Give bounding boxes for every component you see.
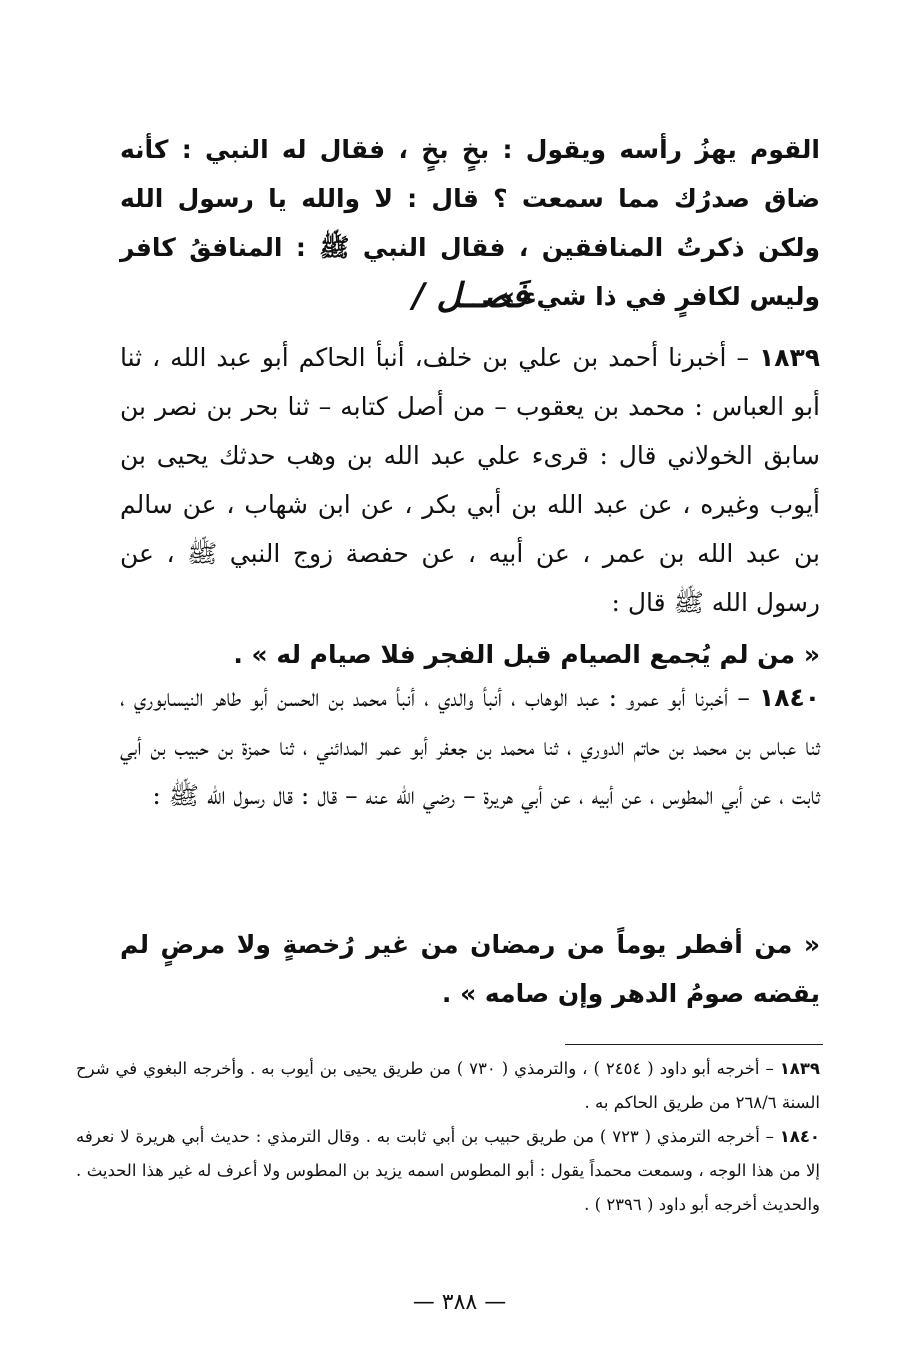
hadith-isnad: – أخبرنا أحمد بن علي بن خلف، أنبأ الحاكم أبو عبد الله ، ثنا أبو العباس : محمد بن يعقوب – من أصل كتابه – ثنا بحر بن نصر بن سابق الخولاني قال : قرىء علي عبد الله بن وهب حدثك يحيى بن أيوب وغيره ، عن عبد الله بن أبي بكر ، عن ابن شهاب ، عن سالم بن عبد الله بن عمر ، عن أبيه ، عن حفصة زوج النبي ﷺ ، عن رسول الله ﷺ قال : [120,343,820,617]
hadith-1840-paragraph [120,673,820,820]
hadith-quote: « من لم يُجمع الصيام قبل الفجر فلا صيام له » . [233,640,820,669]
hadith-1839-paragraph [120,333,820,627]
footnote-1839 [76,1052,820,1120]
hadith-number: ١٨٤٠ [758,683,821,712]
footnotes [76,1052,820,1222]
hadith-quote: « من أفطر يوماً من رمضان من غير رُخصةٍ ولا مرضٍ لم يقضه صومُ الدهر وإن صامه » . [120,930,820,1008]
hadith-1840-quote-block [120,920,820,1018]
intro-text: القوم يهزُ رأسه ويقول : بخٍ بخٍ ، فقال له النبي : كأنه ضاق صدرُك مما سمعت ؟ قال : لا والله يا رسول الله ولكن ذكرتُ المنافقين ، فقال النبي ﷺ : المنافقُ كافر وليس لكافرٍ في ذا شيء » . [120,135,820,311]
hadith-1840 [120,673,820,820]
hadith-isnad: – أخبرنا أبو عمرو : عبد الوهاب ، أنبأ والدي ، أنبأ محمد بن الحسن أبو طاهر النيسابوري ، ثنا عباس بن محمد بن حاتم الدوري ، ثنا محمد بن جعفر أبو عمر المدائني ، ثنا حمزة بن حبيب بن أبي ثابت ، عن أبي المطوس ، عن أبيه ، عن أبي هريرة – رضي الله عنه – قال : قال رسول الله ﷺ : [120,683,820,810]
hadith-number: ١٨٣٩ [758,343,820,372]
hadith-1839 [120,333,820,627]
footnote-text: – أخرجه الترمذي ( ٧٢٣ ) من طريق حبيب بن أبي ثابت به . وقال الترمذي : حديث أبي هريرة لا نعرفه إلا من هذا الوجه ، وسمعت محمداً يقول : أبو المطوس اسمه يزيد بن المطوس ولا أعرف له غير هذا الحديث . والحديث أخرجه أبو داود ( ٢٣٩٦ ) . [76,1127,820,1214]
footnote-divider [565,1044,823,1045]
footnote-1840 [76,1120,820,1222]
hadith-1839-quote-block [120,630,820,679]
page-number: — ٣٨٨ — [412,1290,507,1315]
footnote-number: ١٨٤٠ [779,1127,820,1146]
section-heading: فَصــل / [412,276,528,316]
footnote-text: – أخرجه أبو داود ( ٢٤٥٤ ) ، والترمذي ( ٧٣٠ ) من طريق يحيى بن أيوب به . وأخرجه البغوي في شرح السنة ٢٦٨/٦ من طريق الحاكم به . [76,1059,820,1112]
footnote-number: ١٨٣٩ [779,1059,820,1078]
